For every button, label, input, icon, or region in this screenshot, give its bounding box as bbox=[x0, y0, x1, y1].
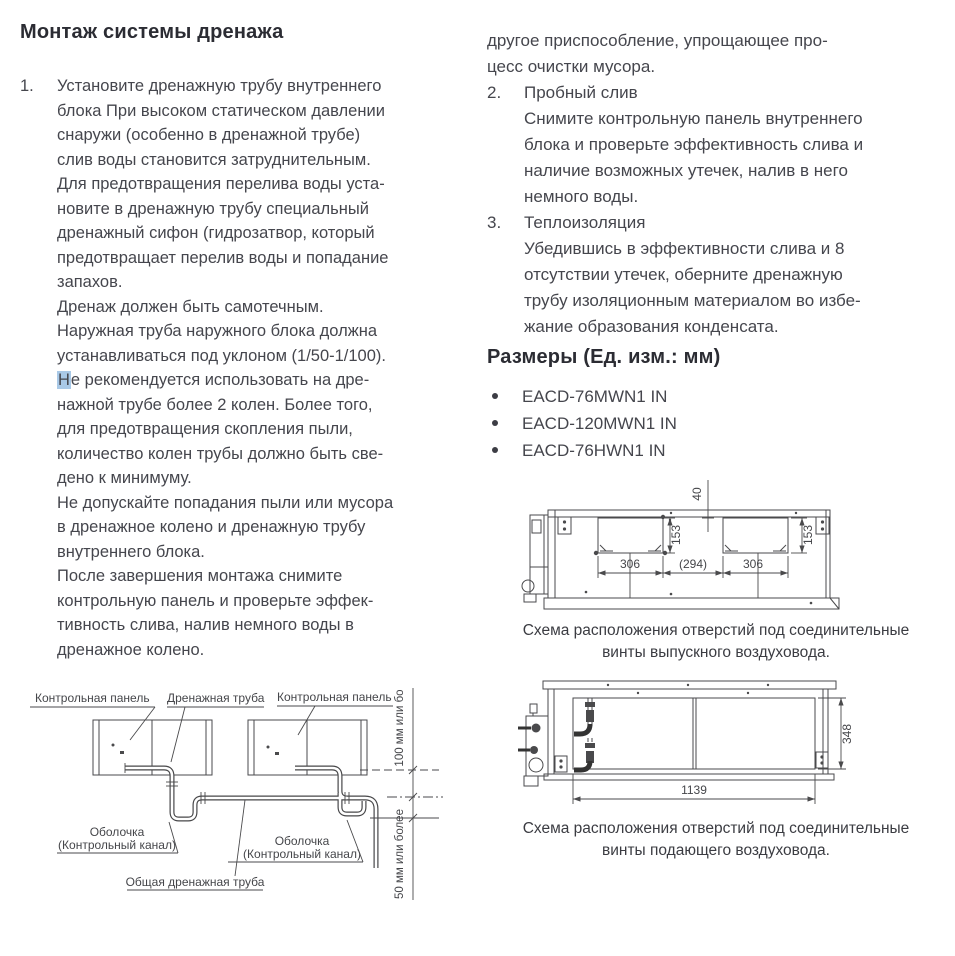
text-line: наличие возможных утечек, налив в него bbox=[524, 161, 848, 180]
left-column bbox=[20, 20, 470, 662]
text-line: е рекомендуется использовать на дре- bbox=[70, 371, 370, 389]
text-line-with-selection bbox=[57, 368, 393, 393]
text-line: внутреннего блока. bbox=[57, 542, 205, 561]
text-line: блока и проверьте эффективность слива и bbox=[524, 135, 864, 154]
intro-paragraph bbox=[487, 28, 945, 80]
text-line: для предотвращения скопления пыли, bbox=[57, 420, 353, 438]
text-line: нажной трубе более 2 колен. Более того, bbox=[57, 395, 373, 414]
dimension-306-right: 306 bbox=[742, 557, 764, 571]
text-line: отсутствии утечек, оберните дренажную bbox=[524, 265, 843, 284]
dimensions bbox=[573, 698, 854, 804]
model-list-item bbox=[487, 411, 945, 438]
text-line: цесс очистки мусора. bbox=[487, 57, 656, 76]
outlet-duct-diagram bbox=[520, 472, 850, 614]
text-line: Установите дренажную трубу внутреннего bbox=[57, 77, 382, 95]
sizes-heading: Размеры (Ед. изм.: мм) bbox=[487, 346, 721, 368]
text-line: Дренаж должен быть самотечным. bbox=[57, 297, 324, 316]
dimension-100mm-label: 100 мм или бо bbox=[394, 689, 406, 767]
model-name: EACD-120MWN1 IN bbox=[522, 414, 677, 433]
text-line: жание образования конденсата. bbox=[524, 317, 779, 336]
text-line: дренажный сифон (гидрозатвор, который bbox=[57, 224, 375, 242]
dimension-column bbox=[360, 688, 443, 900]
text-line: тивность слива, налив немного воды в bbox=[57, 616, 354, 634]
dimensions bbox=[598, 480, 815, 578]
text-line: другое приспособление, упрощающее про- bbox=[487, 31, 828, 50]
text-line: снаружи (особенно в дренажной трубе) bbox=[57, 126, 361, 144]
item-title: Теплоизоляция bbox=[524, 213, 646, 232]
text-line: немного воды. bbox=[524, 187, 639, 206]
drain-piping-diagram bbox=[15, 688, 455, 954]
sheath-label-right bbox=[228, 820, 363, 862]
item-text bbox=[524, 210, 861, 340]
text-line: После завершения монтажа снимите bbox=[57, 567, 343, 585]
text-line: трубу изоляционным материалом во избе- bbox=[524, 291, 861, 310]
numbered-item-2 bbox=[487, 80, 945, 210]
caption-line: Схема расположения отверстий под соединительные bbox=[522, 820, 910, 837]
dimension-1139: 1139 bbox=[681, 783, 707, 797]
numbered-item-1 bbox=[20, 74, 470, 662]
dimension-40: 40 bbox=[690, 487, 704, 501]
model-name: EACD-76HWN1 IN bbox=[522, 441, 666, 460]
paragraph-lines bbox=[57, 74, 393, 368]
text-line: Для предотвращения перелива воды уста- bbox=[57, 175, 385, 193]
dimension-50mm-label: 50 мм или более bbox=[394, 809, 406, 899]
caption-line: винты подающего воздуховода. bbox=[602, 842, 830, 859]
label-control-panel-right: Контрольная панель bbox=[277, 690, 392, 704]
outlet-caption bbox=[487, 620, 945, 664]
unit-body bbox=[518, 681, 836, 786]
bullet-icon bbox=[492, 447, 498, 453]
pipe-assembly bbox=[574, 698, 595, 770]
text-line: дено к минимуму. bbox=[57, 469, 192, 487]
right-column bbox=[487, 18, 945, 465]
text-line: в дренажное колено и дренажную трубу bbox=[57, 518, 366, 536]
paragraph-lines bbox=[524, 106, 863, 210]
item-title: Пробный слив bbox=[524, 83, 638, 102]
bullet-icon bbox=[492, 393, 498, 399]
text-line: предотвращает перелив воды и попадание bbox=[57, 248, 389, 267]
caption-line: Схема расположения отверстий под соединительные bbox=[522, 622, 910, 639]
sheath-right-line1: Оболочка bbox=[274, 834, 330, 848]
paragraph-lines bbox=[524, 236, 861, 340]
dimension-294: (294) bbox=[678, 557, 708, 571]
model-list bbox=[487, 384, 945, 465]
item-text bbox=[524, 80, 863, 210]
text-line: контрольную панель и проверьте эффек- bbox=[57, 591, 374, 610]
item-number: 3. bbox=[487, 213, 502, 232]
caption-line: винты выпускного воздуховода. bbox=[602, 644, 830, 661]
supply-caption bbox=[487, 818, 945, 862]
paragraph-lines bbox=[57, 393, 393, 663]
item-number: 2. bbox=[487, 83, 502, 102]
text-line: Снимите контрольную панель внутреннего bbox=[524, 109, 863, 128]
label-control-panel-left: Контрольная панель bbox=[35, 691, 150, 705]
bullet-icon bbox=[492, 420, 498, 426]
text-line: количество колен трубы должно быть све- bbox=[57, 444, 384, 463]
sheath-left-line2: (Контрольный канал) bbox=[58, 838, 176, 852]
dimension-348: 348 bbox=[840, 723, 854, 745]
item-text bbox=[57, 74, 393, 662]
text-line: Наружная труба наружного блока должна bbox=[57, 322, 378, 340]
text-line: запахов. bbox=[57, 273, 123, 291]
dimension-306-left: 306 bbox=[619, 557, 641, 571]
selection-highlight: Н bbox=[58, 371, 70, 389]
text-line: Убедившись в эффективности слива и 8 bbox=[524, 239, 845, 258]
model-list-item bbox=[487, 438, 945, 465]
dimension-153-right: 153 bbox=[801, 524, 815, 546]
text-line: блока При высоком статическом давлении bbox=[57, 101, 385, 120]
item-number: 1. bbox=[20, 77, 34, 95]
text-line: дренажное колено. bbox=[57, 640, 205, 659]
text-line: устанавливаться под уклоном (1/50-1/100). bbox=[57, 346, 386, 365]
label-drain-pipe: Дренажная труба bbox=[167, 691, 265, 705]
model-list-item bbox=[487, 384, 945, 411]
dimension-153-left: 153 bbox=[669, 524, 683, 546]
model-name: EACD-76MWN1 IN bbox=[522, 387, 668, 406]
text-line: слив воды становится затруднительным. bbox=[57, 150, 371, 169]
numbered-item-3 bbox=[487, 210, 945, 340]
text-line: Не допускайте попадания пыли или мусора bbox=[57, 493, 394, 512]
text-line: новите в дренажную трубу специальный bbox=[57, 199, 369, 218]
sheath-left-line1: Оболочка bbox=[89, 825, 145, 839]
page-title: Монтаж системы дренажа bbox=[20, 21, 284, 43]
sheath-right-line2: (Контрольный канал) bbox=[243, 847, 361, 861]
supply-duct-diagram bbox=[518, 664, 858, 816]
common-pipe-text: Общая дренажная труба bbox=[125, 875, 265, 889]
sheath-label-left bbox=[57, 822, 178, 853]
